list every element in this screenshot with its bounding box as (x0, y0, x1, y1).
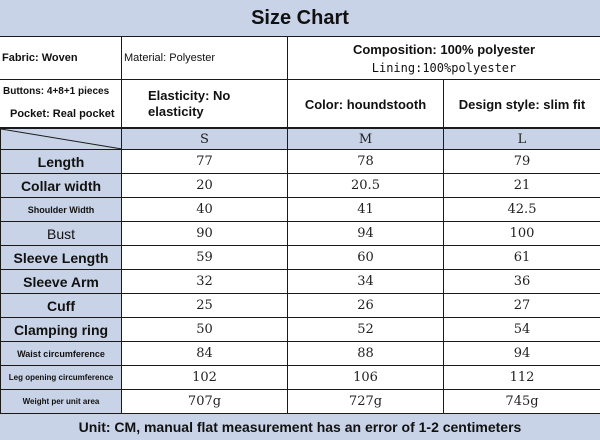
size-header-s: S (122, 129, 288, 150)
elasticity-label: Elasticity: No elasticity (148, 80, 280, 128)
table-cell: 40 (122, 198, 288, 222)
table-cell: 41 (288, 198, 444, 222)
corner-cell (1, 129, 122, 150)
table-row (1, 150, 600, 174)
table-cell: 112 (444, 366, 600, 390)
table-cell: 52 (288, 318, 444, 342)
table-cell: 707g (122, 390, 288, 414)
table-cell: 32 (122, 270, 288, 294)
table-cell: 77 (122, 150, 288, 174)
table-row (1, 366, 600, 390)
row-label: Bust (1, 222, 122, 246)
table-cell: 94 (288, 222, 444, 246)
size-header-row (1, 129, 600, 150)
table-row (1, 390, 600, 414)
table-cell: 42.5 (444, 198, 600, 222)
table-cell: 106 (288, 366, 444, 390)
product-info-block (0, 36, 600, 128)
row-label: Leg opening circumference (1, 366, 122, 390)
table-cell: 745g (444, 390, 600, 414)
table-row (1, 294, 600, 318)
measurement-table (0, 128, 600, 414)
buttons-label: Buttons: 4+8+1 pieces (3, 80, 121, 102)
table-row (1, 342, 600, 366)
table-cell: 25 (122, 294, 288, 318)
row-label: Shoulder Width (1, 198, 122, 222)
row-label: Weight per unit area (1, 390, 122, 414)
info-divider (121, 36, 122, 128)
row-label: Sleeve Length (1, 246, 122, 270)
row-label: Length (1, 150, 122, 174)
row-label: Sleeve Arm (1, 270, 122, 294)
table-cell: 27 (444, 294, 600, 318)
table-cell: 36 (444, 270, 600, 294)
table-cell: 26 (288, 294, 444, 318)
table-row (1, 246, 600, 270)
row-label: Cuff (1, 294, 122, 318)
table-cell: 90 (122, 222, 288, 246)
table-cell: 21 (444, 174, 600, 198)
table-cell: 59 (122, 246, 288, 270)
table-cell: 94 (444, 342, 600, 366)
table-cell: 20.5 (288, 174, 444, 198)
table-cell: 61 (444, 246, 600, 270)
table-cell: 102 (122, 366, 288, 390)
table-cell: 34 (288, 270, 444, 294)
material-label: Material: Polyester (124, 36, 286, 79)
table-cell: 78 (288, 150, 444, 174)
table-cell: 20 (122, 174, 288, 198)
measurement-note: Unit: CM, manual flat measurement has an error of 1-2 centimeters (0, 413, 600, 440)
table-cell: 50 (122, 318, 288, 342)
design-style-label: Design style: slim fit (444, 80, 600, 128)
table-cell: 727g (288, 390, 444, 414)
table-row (1, 198, 600, 222)
row-label: Collar width (1, 174, 122, 198)
table-cell: 84 (122, 342, 288, 366)
diagonal-divider-icon (1, 129, 122, 149)
size-header-l: L (444, 129, 600, 150)
table-row (1, 222, 600, 246)
chart-title: Size Chart (0, 0, 600, 37)
table-row (1, 270, 600, 294)
table-cell: 100 (444, 222, 600, 246)
row-label: Clamping ring (1, 318, 122, 342)
table-cell: 88 (288, 342, 444, 366)
pocket-label: Pocket: Real pocket (10, 102, 121, 126)
table-row (1, 174, 600, 198)
table-cell: 54 (444, 318, 600, 342)
composition-label: Composition: 100% polyester (288, 36, 600, 57)
row-label: Waist circumference (1, 342, 122, 366)
color-label: Color: houndstooth (288, 80, 443, 128)
table-row (1, 318, 600, 342)
table-cell: 60 (288, 246, 444, 270)
lining-label: Lining:100%polyester (288, 57, 600, 78)
size-header-m: M (288, 129, 444, 150)
table-cell: 79 (444, 150, 600, 174)
fabric-label: Fabric: Woven (2, 36, 120, 79)
